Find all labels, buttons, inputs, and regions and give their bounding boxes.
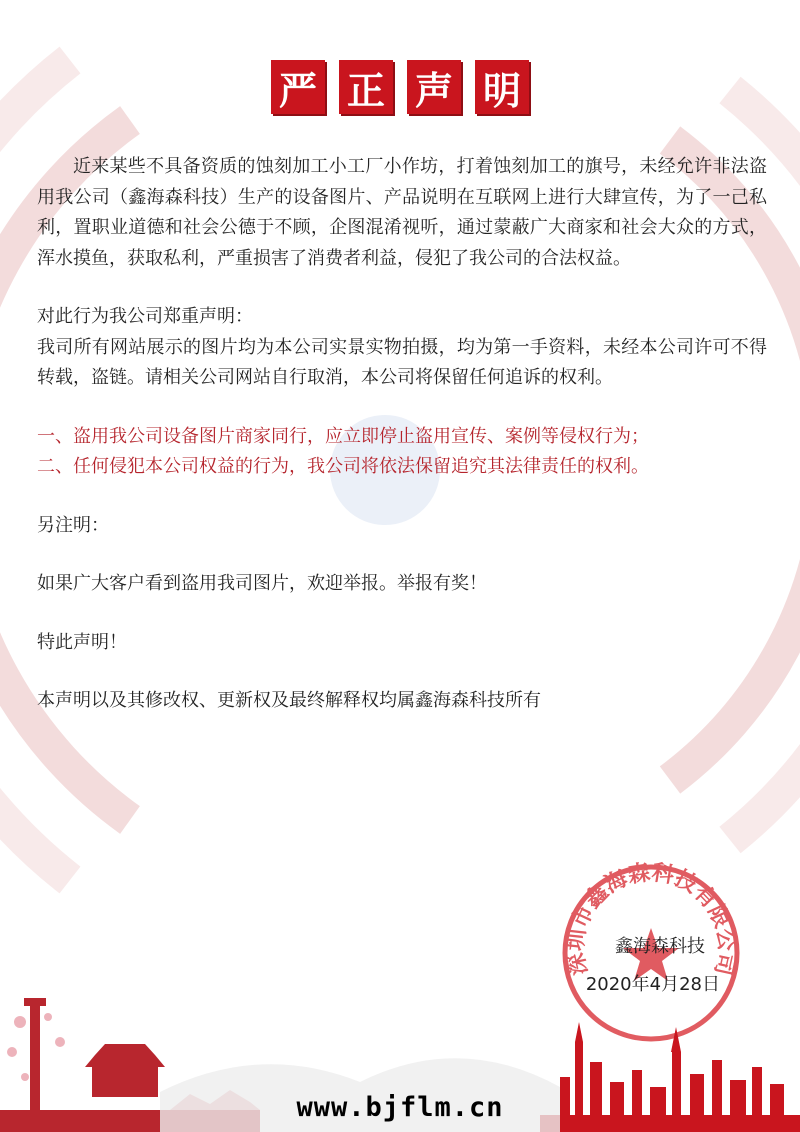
title-char: 声 bbox=[407, 60, 461, 114]
note-heading: 另注明： bbox=[37, 514, 109, 536]
title-char: 明 bbox=[475, 60, 529, 114]
hereby-text: 特此声明！ bbox=[37, 631, 127, 653]
note-text: 如果广大客户看到盗用我司图片，欢迎举报。举报有奖！ bbox=[37, 573, 487, 594]
point-2: 二、任何侵犯本公司权益的行为，我公司将依法保留追究其法律责任的权利。 bbox=[37, 456, 649, 477]
title-char: 正 bbox=[339, 60, 393, 114]
page-title bbox=[0, 60, 800, 114]
signature-date: 2020年4月28日 bbox=[585, 974, 720, 995]
signature-company: 鑫海森科技 bbox=[615, 936, 705, 957]
seal-text: 深圳市鑫海森科技有限公司 bbox=[563, 860, 739, 978]
title-char: 严 bbox=[271, 60, 325, 114]
point-1: 一、盗用我公司设备图片商家同行，应立即停止盗用宣传、案例等侵权行为； bbox=[37, 425, 649, 447]
intro-paragraph: 近来某些不具备资质的蚀刻加工小工厂小作坊，打着蚀刻加工的旗号，未经允许非法盗用我公司（鑫海森科技）生产的设备图片、产品说明在互联网上进行大肆宣传，为了一己私利，置职业道德和社会公德于不顾，企图混淆视听，通过蒙蔽广大商家和社会大众的方式，浑水摸鱼，获取私利，严重损害了消费者利益，侵犯了我公司的合法权益。 bbox=[37, 156, 767, 269]
rights-text: 本声明以及其修改权、更新权及最终解释权均属鑫海森科技所有 bbox=[37, 690, 541, 711]
website-url: www.bjflm.cn bbox=[296, 1092, 504, 1123]
statement-body bbox=[37, 152, 767, 717]
declare-heading: 对此行为我公司郑重声明： bbox=[37, 306, 253, 327]
declare-paragraph: 我司所有网站展示的图片均为本公司实景实物拍摄，均为第一手资料，未经本公司许可不得转载，盗链。请相关公司网站自行取消，本公司将保留任何追诉的权利。 bbox=[37, 336, 767, 388]
